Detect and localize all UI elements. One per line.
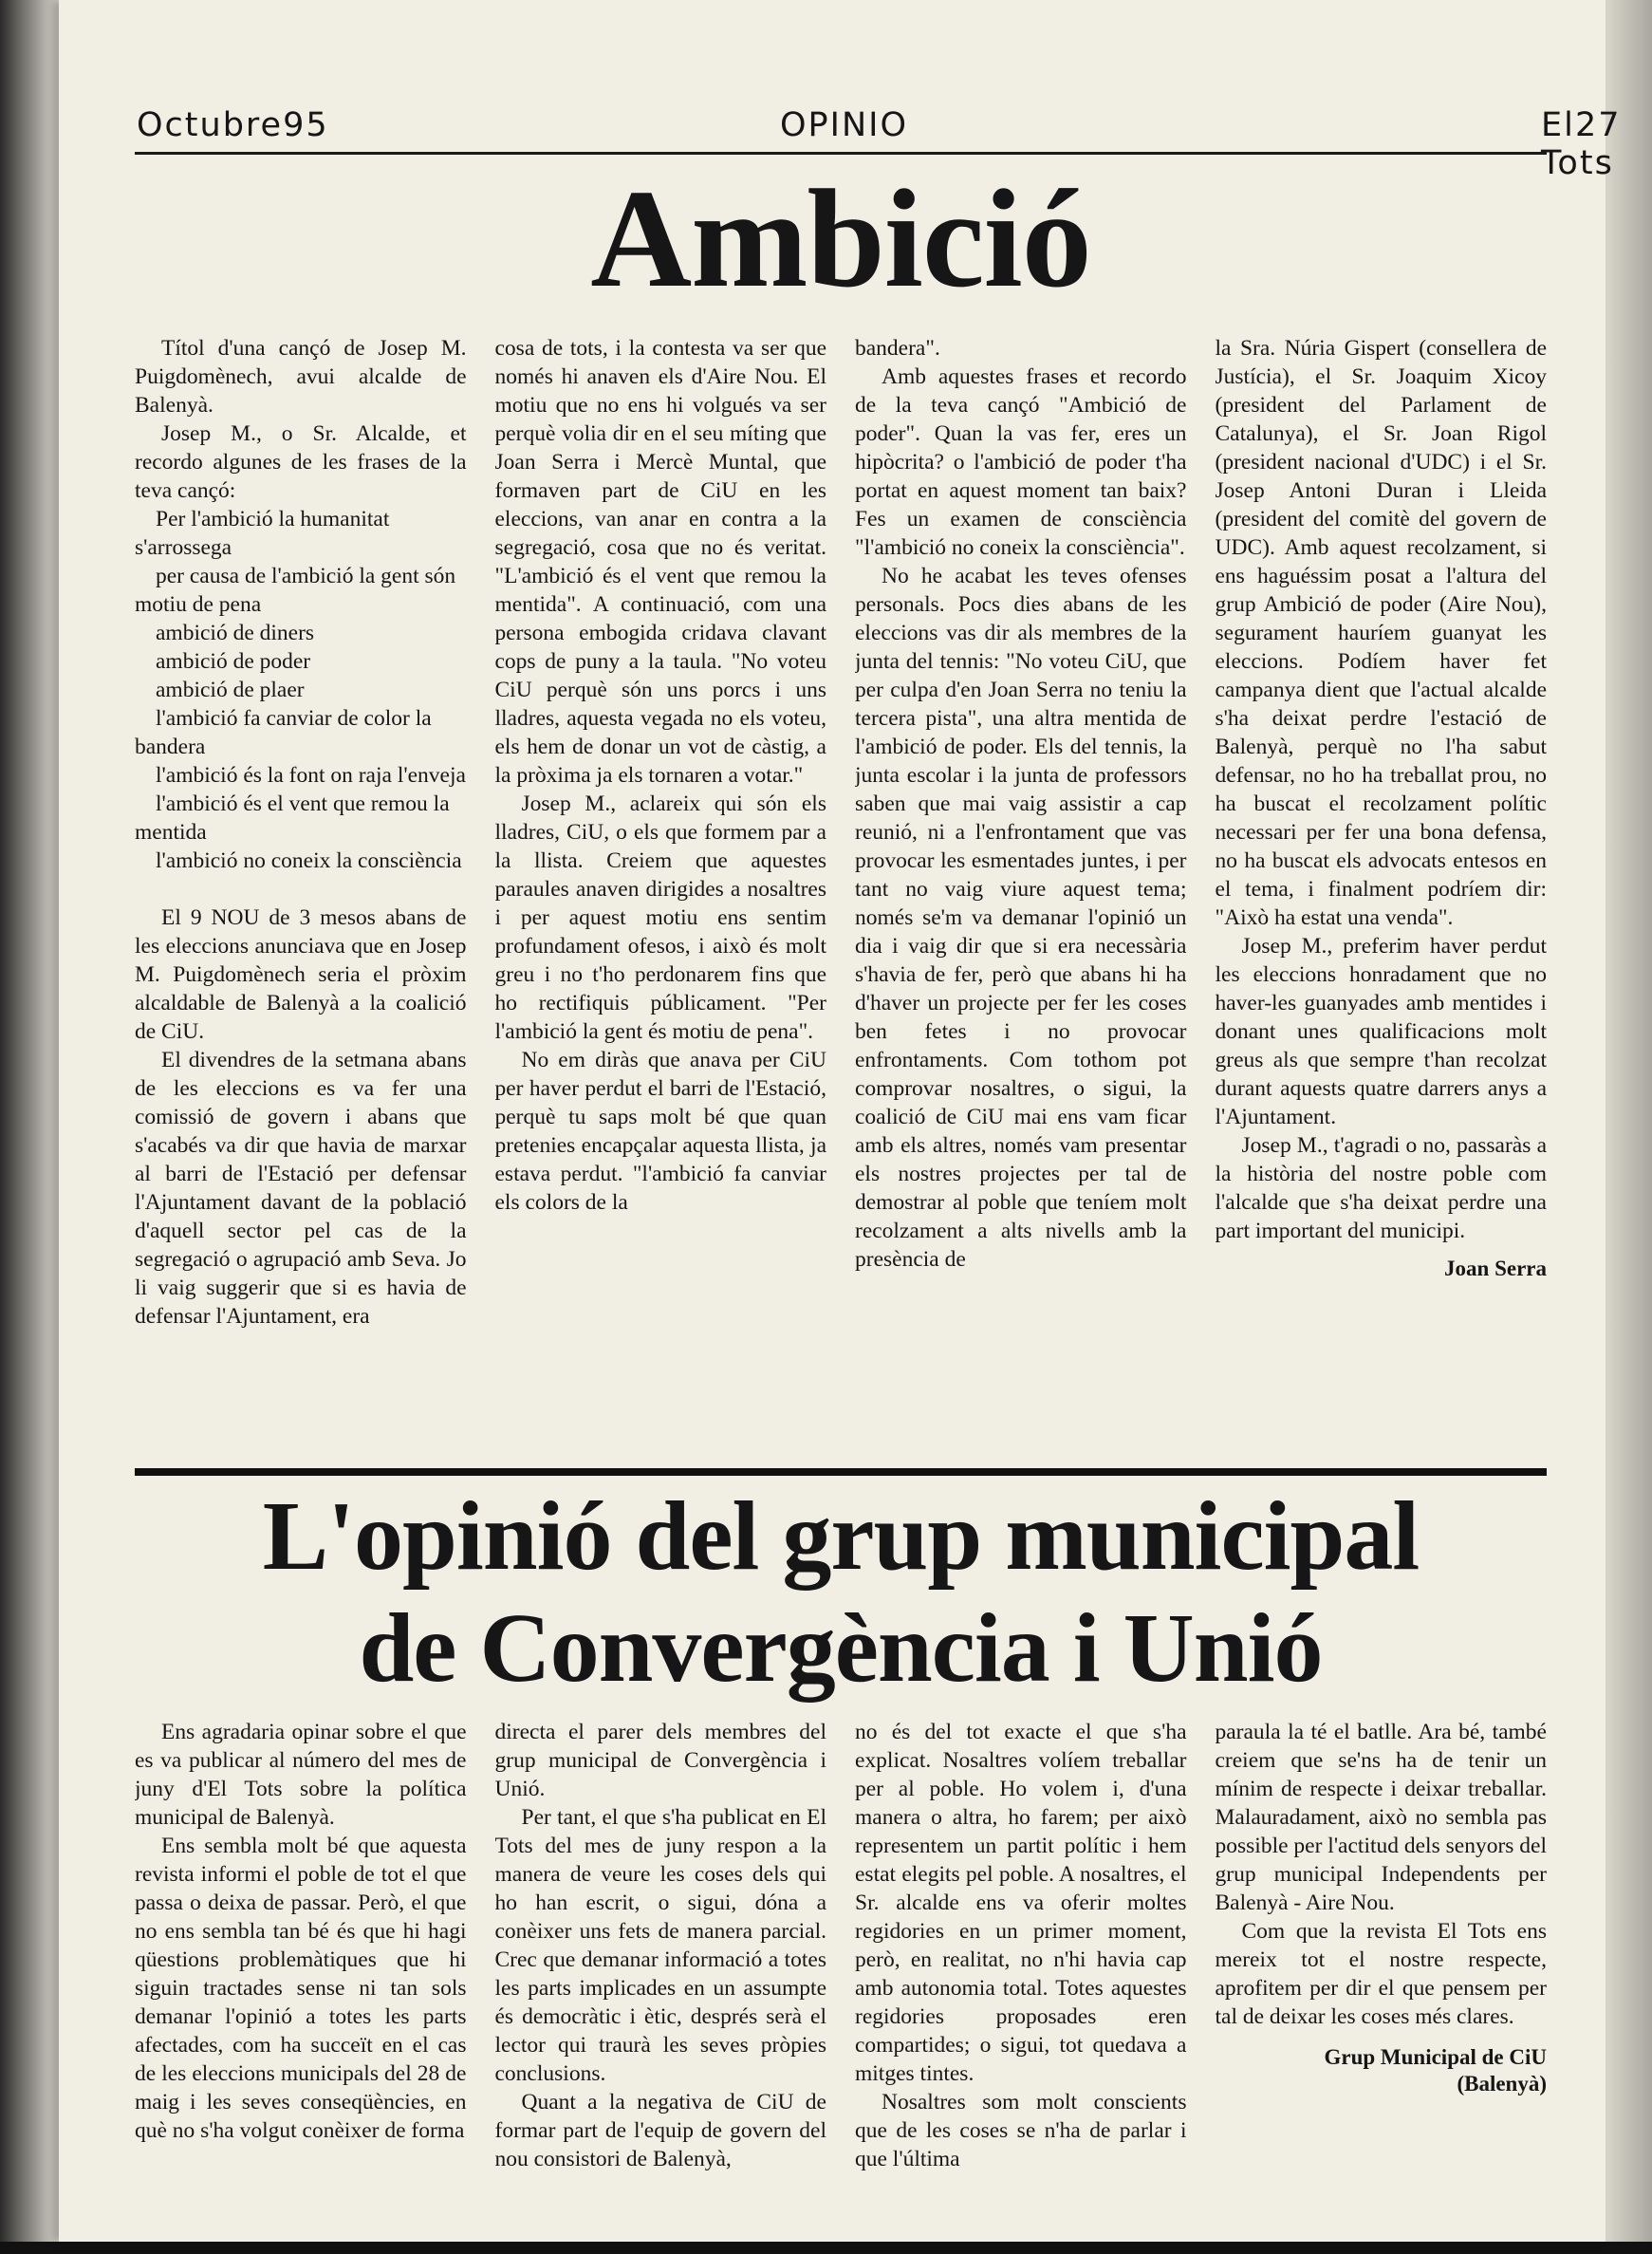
article-body-2: [135, 1718, 1547, 2173]
paragraph: Amb aquestes frases et recordo de la teva cançó "Ambició de poder". Quan la vas fer, eres un hipòcrita? o l'ambició de poder t'ha portat en aquest moment tan baix? Fes un examen de consciència "l'ambició no coneix la consciència".: [855, 364, 1187, 560]
paragraph: ambició de diners: [156, 621, 315, 645]
paragraph: Per l'ambició la humanitat s'arrossega: [135, 507, 390, 560]
paragraph: ambició de plaer: [156, 678, 305, 702]
scan-border: [0, 2242, 1652, 2254]
paragraph: ambició de poder: [156, 649, 311, 674]
paragraph: bandera".: [855, 336, 940, 361]
title-line-2: de Convergència i Unió: [359, 1593, 1323, 1703]
title-line-1: L'opinió del grup municipal: [262, 1481, 1420, 1591]
paragraph: Nosaltres som molt conscients que de les coses se n'ha de parlar i que l'última: [855, 2090, 1187, 2171]
paragraph: la Sra. Núria Gispert (consellera de Justícia), el Sr. Joaquim Xicoy (president del Parlament de Catalunya), el Sr. Joan Rigol (president nacional d'UDC) i el Sr. Josep Antoni Duran i Lleida (president del comitè del govern de UDC). Amb aquest recolzament, si ens haguéssim posat a l'altura del grup Ambició de poder (Aire Nou), segurament hauríem guanyat les eleccions. Podíem haver fet campanya dient que l'actual alcalde s'ha deixat perdre l'estació de Balenyà, perquè no l'ha sabut defensar, no ho ha treballat prou, no ha buscat el recolzament polític necessari per fer una bona defensa, no ha buscat els advocats entesos en el tema, i finalment podríem dir: "Això ha estat una venda".: [1215, 336, 1547, 930]
paragraph: Ens sembla molt bé que aquesta revista informi el poble de tot el que passa o deixa de passar. Però, el que no ens sembla tan bé és que hi hagi qüestions problemàtiques que hi siguin tractades sense ni tan sols demanar l'opinió a totes les parts afectades, com ha succeït en el cas de les eleccions municipals del 28 de maig i les seves conseqüències, en què no s'ha volgut conèixer de forma: [135, 1834, 467, 2143]
page-edge: [1606, 0, 1652, 2242]
section-name: OPINIO: [780, 106, 909, 144]
column-3: [855, 334, 1187, 1454]
column-1: [135, 334, 467, 1454]
binding-spine: [0, 0, 59, 2254]
page-header: [135, 106, 1622, 182]
paragraph: Josep M., t'agradi o no, passaràs a la història del nostre poble com l'alcalde que s'ha deixat perdre una part important del municipi.: [1215, 1133, 1547, 1243]
article-title-2: [135, 1481, 1547, 1704]
paragraph: No he acabat les teves ofenses personals. Pocs dies abans de les eleccions vas dir als membres de la junta del tennis: "No voteu CiU, que per culpa d'en Joan Serra no teniu la tercera pista", una altra mentida de l'ambició de poder. Els del tennis, la junta escolar i la junta de professors saben que mai vaig assistir a cap reunió, ni a l'enfrontament que vas provocar les esmentades juntes, i per tant no vaig viure aquest tema; només se'm va demanar l'opinió un dia i vaig dir que si era necessària s'havia de fer, però que abans hi ha d'haver un projecte per fer les coses ben fetes i no provocar enfrontaments. Com tothom pot comprovar nosaltres, o sigui, la coalició de CiU mai ens vam ficar amb els altres, només vam presentar els nostres projectes per tal de demostrar al poble que teníem molt recolzament a alts nivells amb la presència de: [855, 564, 1187, 1272]
paragraph: no és del tot exacte el que s'ha explicat. Nosaltres volíem treballar per al poble. Ho volem i, d'una manera o altra, ho farem; per això representem un partit polític i hem estat elegits pel poble. A nosaltres, el Sr. alcalde ens va oferir moltes regidories en un primer moment, però, en realitat, no n'hi havia cap amb autonomia total. Totes aquestes regidories proposades eren compartides; o sigui, tot quedava a mitges tintes.: [855, 1720, 1187, 2086]
column-4: [1216, 1718, 1548, 2173]
issue-date: Octubre95: [137, 106, 329, 144]
paragraph: Josep M., aclareix qui són els lladres, CiU, o els que formem par a la llista. Creiem que aquestes paraules anaven dirigides a nosaltres i per aquest motiu ens sentim profundament ofesos, i això és molt greu i no t'ho perdonarem fins que ho rectifiquis públicament. "Per l'ambició la gent és motiu de pena".: [494, 792, 826, 1044]
paragraph: El divendres de la setmana abans de les eleccions es va fer una comissió de govern i abans que s'acabés va dir que havia de marxar al barri de l'Estació per defensar l'Ajuntament davant de la població d'aquell sector pel cas de la segregació o agrupació amb Seva. Jo li vaig suggerir que si es havia de defensar l'Ajuntament, era: [135, 1048, 467, 1329]
article-signature: Joan Serra: [1444, 1257, 1547, 1280]
paragraph: Per tant, el que s'ha publicat en El Tots del mes de juny respon a la manera de veure les coses dels qui ho han escrit, o sigui, dóna a conèixer uns fets de manera parcial. Crec que demanar informació a totes les parts implicades en un assumpte és democràtic i ètic, després serà el lector qui traurà les seves pròpies conclusions.: [494, 1805, 826, 2086]
paragraph: directa el parer dels membres del grup municipal de Convergència i Unió.: [494, 1720, 826, 1801]
publication-name: El Tots: [1541, 106, 1614, 182]
page-number: 27: [1575, 106, 1622, 144]
column-1: [135, 1718, 467, 2173]
paragraph: Títol d'una cançó de Josep M. Puigdomènech, avui alcalde de Balenyà.: [135, 336, 467, 418]
paragraph: Com que la revista El Tots ens mereix tot el nostre respecte, aprofitem per dir el que pensem per tal de deixar les coses més clares.: [1215, 1919, 1547, 2029]
signature-line-2: (Balenyà): [1457, 2072, 1547, 2096]
paragraph: Quant a la negativa de CiU de formar part de l'equip de govern del nou consistori de Balenyà,: [494, 2090, 826, 2171]
column-4-text: [1216, 1718, 1548, 2031]
column-4: [1216, 334, 1548, 1454]
paragraph: Ens agradaria opinar sobre el que es va publicar al número del mes de juny d'El Tots sobre la política municipal de Balenyà.: [135, 1720, 467, 1830]
section-divider: [135, 1468, 1547, 1476]
paragraph: cosa de tots, i la contesta va ser que només hi anaven els d'Aire Nou. El motiu que no ens hi volgués va ser perquè volia dir en el seu míting que Joan Serra i Mercè Muntal, que formaven part de CiU en les eleccions, van anar en contra a la segregació, cosa que no és veritat. "L'ambició és el vent que remou la mentida". A continuació, com una persona embogida cridava clavant cops de puny a la taula. "No voteu CiU perquè són uns porcs i uns lladres, aquesta vegada no els voteu, els hem de donar un vot de càstig, a la pròxima ja els tornaren a votar.": [494, 336, 826, 788]
column-2: [495, 1718, 827, 2173]
paragraph: l'ambició no coneix la consciència: [156, 848, 462, 873]
article-body: [135, 334, 1547, 1454]
column-2: [495, 334, 827, 1454]
paragraph: Josep M., o Sr. Alcalde, et recordo algunes de les frases de la teva cançó:: [135, 421, 467, 503]
article-title: Ambició: [590, 161, 1091, 317]
paragraph: paraula la té el batlle. Ara bé, també creiem que se'ns ha de tenir un mínim de respecte i deixar treballar. Malauradament, això no sembla pas possible per l'actitud dels senyors del grup municipal Independents per Balenyà - Aire Nou.: [1215, 1720, 1547, 1915]
paragraph: l'ambició és el vent que remou la mentida: [135, 792, 450, 845]
paragraph: per causa de l'ambició la gent són motiu de pena: [135, 564, 456, 617]
paragraph: El 9 NOU de 3 mesos abans de les eleccions anunciava que en Josep M. Puigdomènech seria el pròxim alcaldable de Balenyà a la coalició de CiU.: [135, 905, 467, 1044]
paragraph: No em diràs que anava per CiU per haver perdut el barri de l'Estació, perquè tu saps molt bé que quan pretenies encapçalar aquesta llista, ja estava perdut. "l'ambició fa canviar els colors de la: [494, 1048, 826, 1215]
article-signature-2: [1216, 2044, 1548, 2097]
paragraph: l'ambició és la font on raja l'enveja: [156, 763, 466, 788]
paragraph: l'ambició fa canviar de color la bandera: [135, 706, 432, 759]
column-4-text: [1216, 334, 1548, 1245]
signature-line-1: Grup Municipal de CiU: [1324, 2045, 1547, 2069]
column-3: [855, 1718, 1187, 2173]
paragraph: Josep M., preferim haver perdut les eleccions honradament que no haver-les guanyades amb mentides i donant unes qualificacions molt greus als que sempre t'han recolzat durant aquests quatre darrers anys a l'Ajuntament.: [1215, 934, 1547, 1129]
